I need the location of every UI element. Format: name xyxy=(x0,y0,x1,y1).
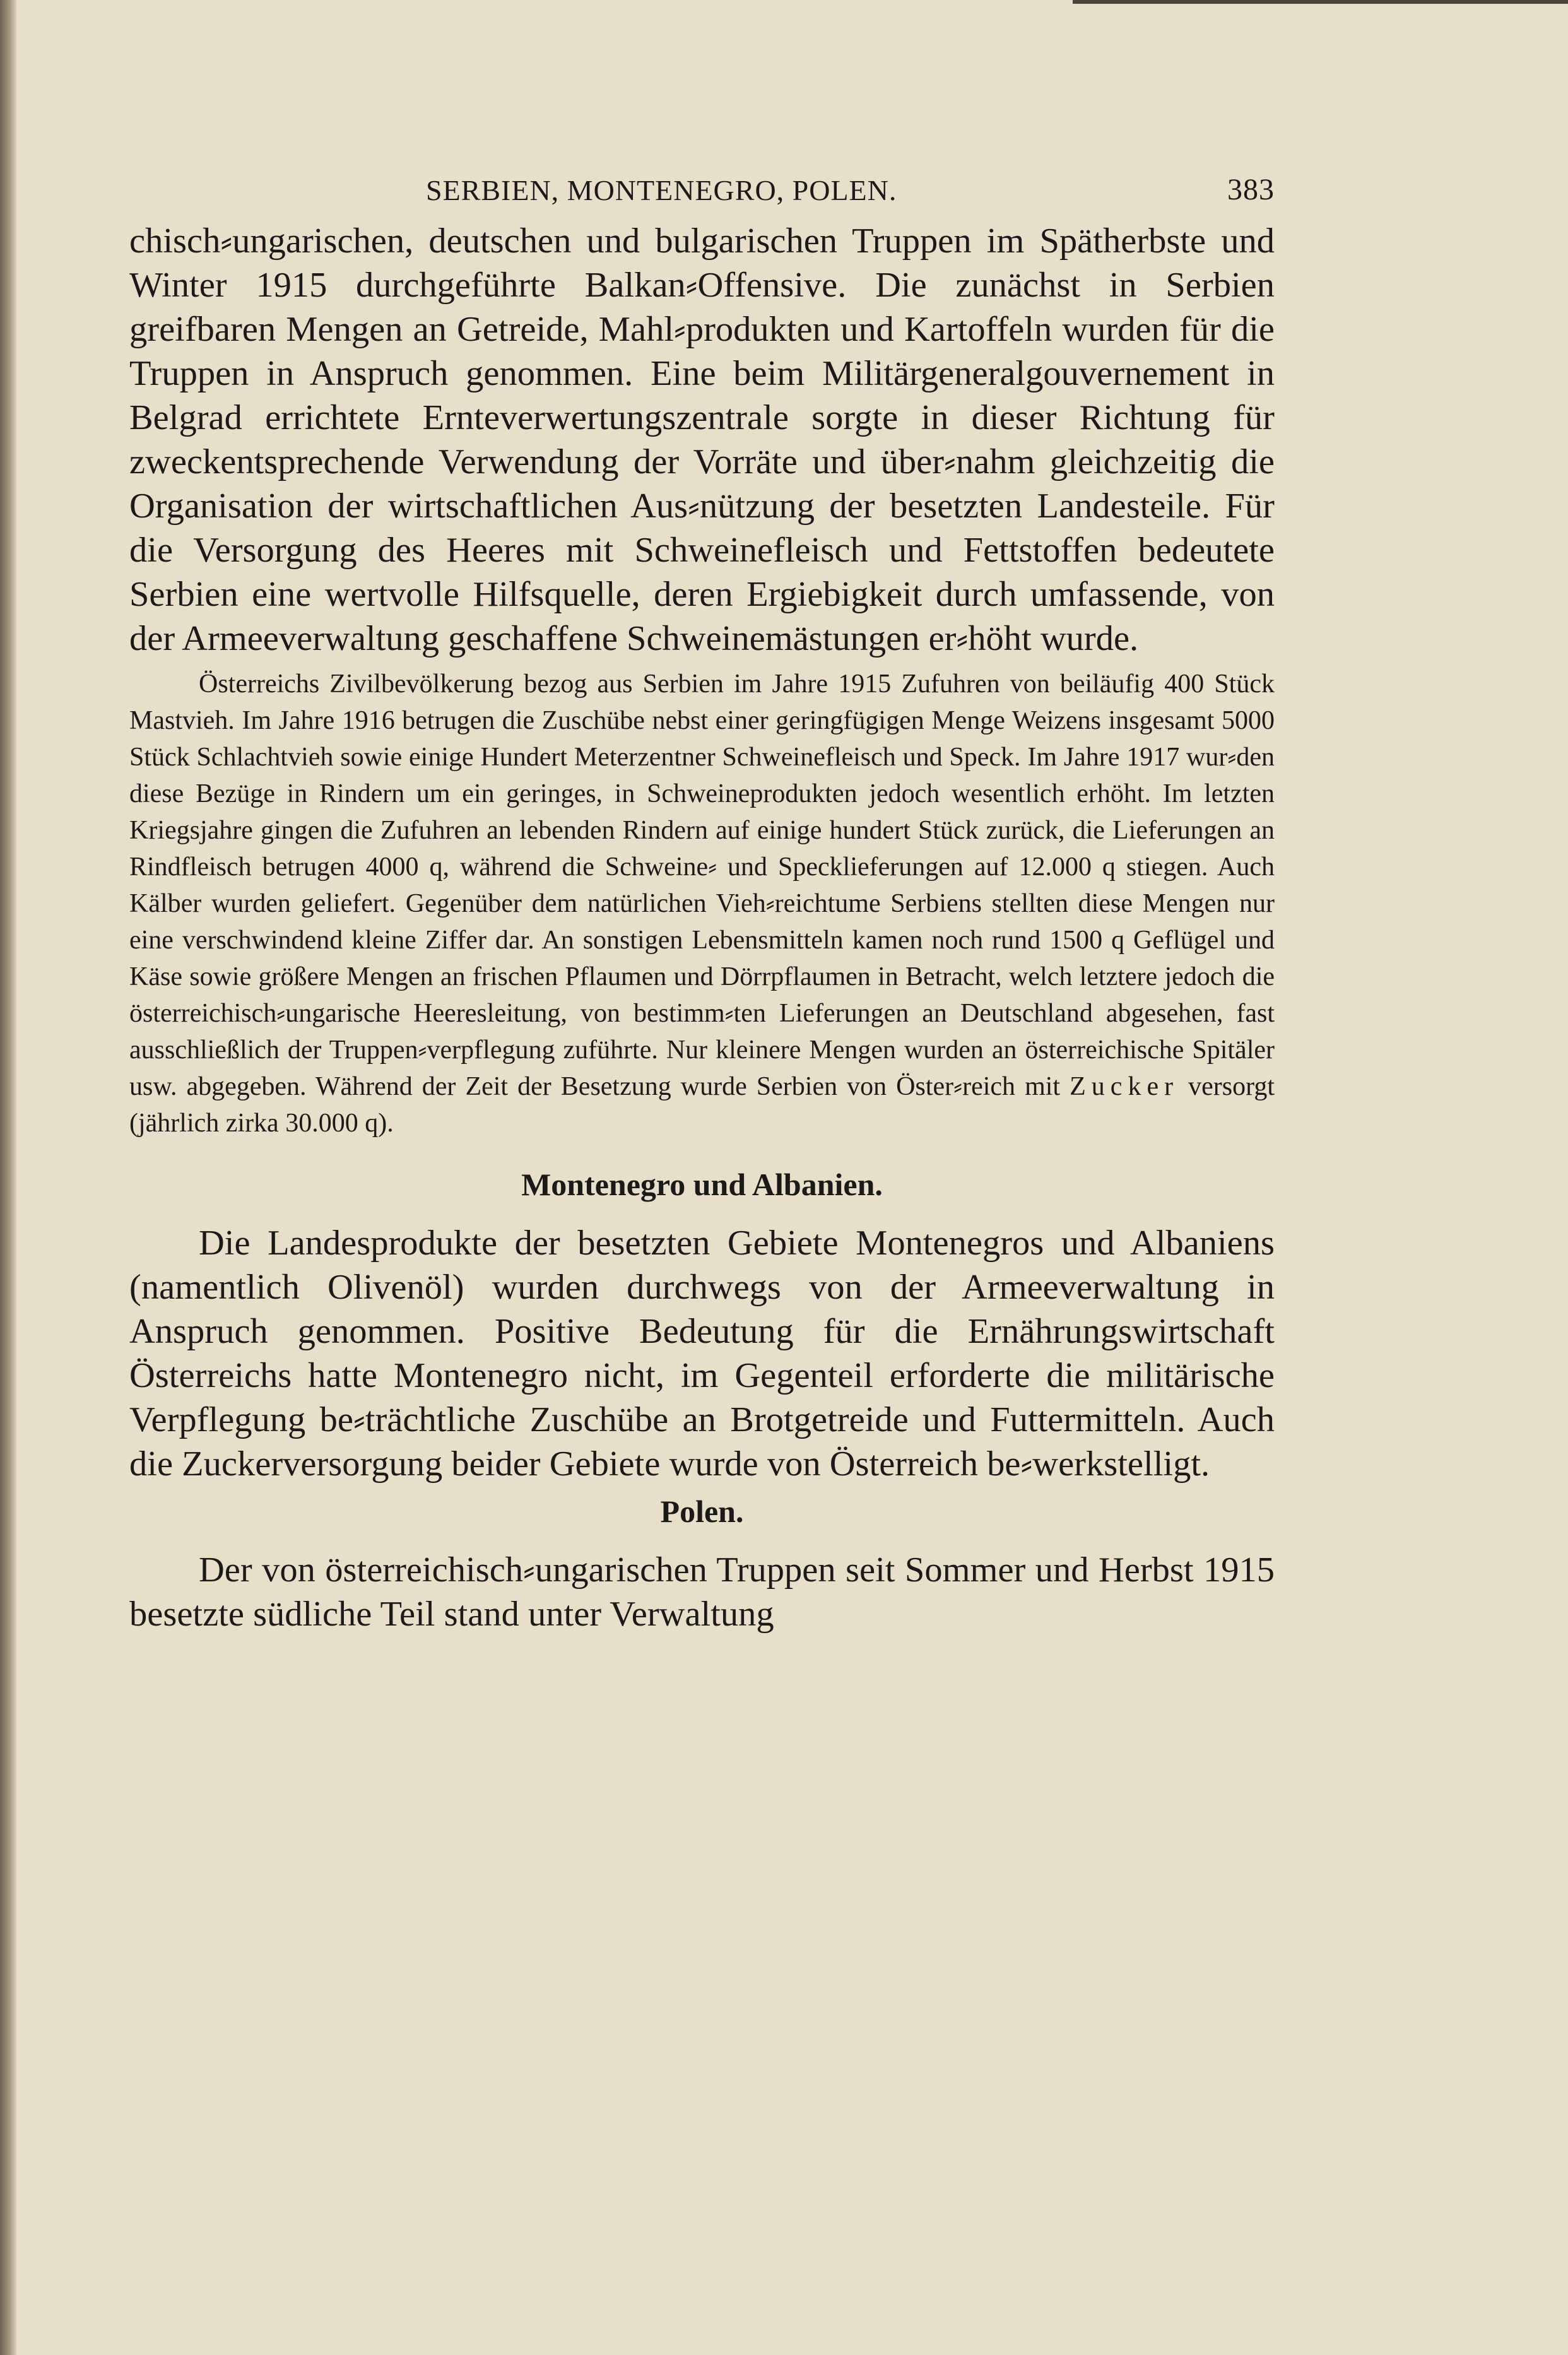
page-edge-shadow xyxy=(0,0,16,2355)
page-edge-top xyxy=(1073,0,1568,4)
paragraph-montenegro: Die Landesprodukte der besetzten Gebiete Montenegros und Albaniens (namentlich Olivenöl) wurden durchwegs von der Armeeverwaltung in Anspruch genommen. Positive Bedeutung für die Ernährungswirtschaft Österreichs hatte Montenegro nicht, im Gegenteil erforderte die militärische Verpflegung be⸗trächtliche Zuschübe an Brotgetreide und Futtermitteln. Auch die Zuckerversorgung beider Gebiete wurde von Österreich be⸗werkstelligt. xyxy=(129,1224,1275,1484)
small-print-text-end: versorgt (jährlich zirka 30.000 q). xyxy=(129,1072,1275,1138)
page-number: 383 xyxy=(1227,173,1275,206)
paragraph-serbien: chisch⸗ungarischen, deutschen und bulgarischen Truppen im Spätherbste und Winter 1915 durchgeführte Balkan⸗Offensive. Die zunächst in Serbien greifbaren Mengen an Getreide, Mahl⸗produkten und Kartoffeln wurden für die Truppen in Anspruch genommen. Eine beim Militärgeneralgouvernement in Belgrad errichtete Ernteverwertungszentrale sorgte in dieser Richtung für zweckentsprechende Verwendung der Vorräte und über⸗nahm gleichzeitig die Organisation der wirtschaftlichen Aus⸗nützung der besetzten Landesteile. Für die Versorgung des Heeres mit Schweinefleisch und Fettstoffen bedeutete Serbien eine wertvolle Hilfsquelle, deren Ergiebigkeit durch umfassende, von der Armeeverwaltung geschaffene Schweinemästungen er⸗höht wurde. xyxy=(129,221,1275,658)
spaced-word-zucker: Zucker xyxy=(1070,1072,1179,1101)
heading-montenegro: Montenegro und Albanien. xyxy=(521,1167,883,1202)
running-title: SERBIEN, MONTENEGRO, POLEN. xyxy=(426,174,897,206)
small-print-paragraph xyxy=(129,666,1275,1142)
heading-polen: Polen. xyxy=(660,1494,744,1529)
running-header xyxy=(129,161,1275,211)
book-page xyxy=(129,161,1275,1636)
small-print-text: Österreichs Zivilbevölkerung bezog aus Serbien im Jahre 1915 Zufuhren von beiläufig 400 Stück Mastvieh. Im Jahre 1916 betrugen die Zuschübe nebst einer geringfügigen Menge Weizens insgesamt 5000 Stück Schlachtvieh sowie einige Hundert Meterzentner Schweinefleisch und Speck. Im Jahre 1917 wur⸗den diese Bezüge in Rindern um ein geringes, in Schweineprodukten jedoch wesentlich erhöht. Im letzten Kriegsjahre gingen die Zufuhren an lebenden Rindern auf einige hundert Stück zurück, die Lieferungen an Rindfleisch betrugen 4000 q, während die Schweine⸗ und Specklieferungen auf 12.000 q stiegen. Auch Kälber wurden geliefert. Gegenüber dem natürlichen Vieh⸗reichtume Serbiens stellten diese Mengen nur eine verschwindend kleine Ziffer dar. An sonstigen Lebensmitteln kamen noch rund 1500 q Geflügel und Käse sowie größere Mengen an frischen Pflaumen und Dörrpflaumen in Betracht, welch letztere jedoch die österreichisch⸗ungarische Heeresleitung, von bestimm⸗ten Lieferungen an Deutschland abgesehen, fast ausschließlich der Truppen⸗verpflegung zuführte. Nur kleinere Mengen wurden an österreichische Spitäler usw. abgegeben. Während der Zeit der Besetzung wurde Serbien von Öster⸗reich mit xyxy=(129,670,1275,1101)
paragraph-polen: Der von österreichisch⸗ungarischen Truppen seit Sommer und Herbst 1915 besetzte südliche Teil stand unter Verwaltung xyxy=(129,1550,1275,1634)
